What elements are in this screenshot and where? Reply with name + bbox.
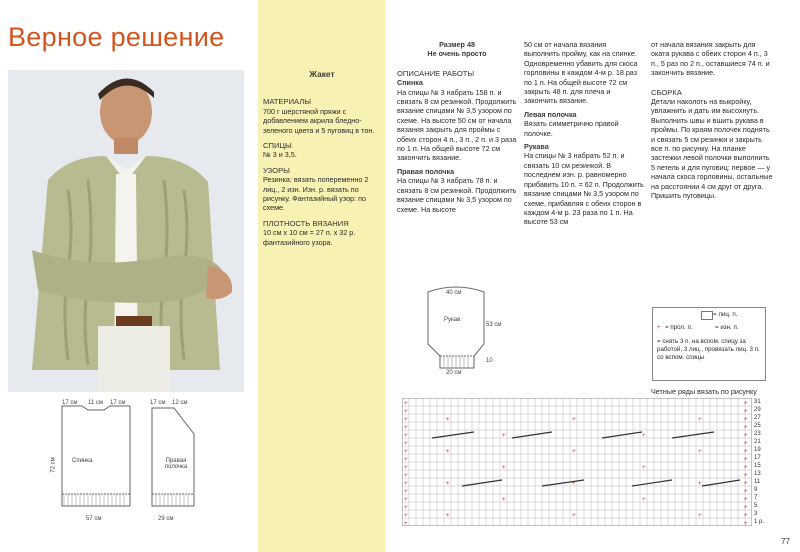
patterns-heading: УЗОРЫ — [263, 165, 290, 175]
row-number: 29 — [754, 407, 761, 413]
svg-text:+: + — [572, 481, 576, 487]
svg-text:+: + — [404, 441, 408, 447]
row-number: 7 — [754, 495, 758, 501]
back-width-dim: 57 см — [86, 516, 102, 522]
back-top-dim-1: 17 см — [62, 400, 78, 406]
materials-text: 700 г шерстяной пряжи с добавлением акрила бледно-зеленого цвета и 5 пуговиц в тон. — [263, 106, 375, 135]
svg-text:+: + — [446, 449, 450, 455]
row-number: 21 — [754, 439, 761, 445]
row-number: 17 — [754, 455, 761, 461]
legend-purl-1: = прол. п. — [665, 324, 693, 331]
knit-symbol — [701, 311, 713, 320]
svg-text:+: + — [642, 465, 646, 471]
sleeve-rib-dim: 10 — [486, 358, 493, 364]
row-number: 3 — [754, 511, 758, 517]
left-front-heading: Левая полочка — [524, 109, 577, 119]
svg-text:+: + — [502, 465, 506, 471]
row-number: 15 — [754, 463, 761, 469]
front-top-dim-2: 12 см — [172, 400, 188, 406]
sleeve-label: Рукав — [444, 317, 461, 323]
man-in-cardigan-illustration — [8, 70, 244, 392]
instructions-col-2 — [524, 40, 644, 227]
svg-text:+: + — [572, 513, 576, 519]
svg-text:+: + — [744, 489, 748, 495]
instructions-col-1 — [397, 40, 517, 214]
chart-caption: Четные ряды вязать по рисунку — [651, 387, 757, 396]
front-top-dim-1: 17 см — [150, 400, 166, 406]
back-top-dim-3: 17 см — [110, 400, 126, 406]
svg-text:+: + — [744, 425, 748, 431]
description-heading: ОПИСАНИЕ РАБОТЫ — [397, 68, 475, 78]
density-text: 10 см x 10 см = 27 п. x 32 р. фантазийного узора. — [263, 228, 356, 247]
svg-text:+: + — [446, 481, 450, 487]
back-height-dim: 72 см — [50, 457, 57, 473]
svg-text:+: + — [446, 513, 450, 519]
legend-knit: = лиц. п. — [713, 311, 738, 318]
svg-text:+: + — [404, 473, 408, 479]
row-number: 1 р. — [754, 519, 765, 525]
svg-text:+: + — [642, 433, 646, 439]
sleeve-side-dim: 53 см — [486, 322, 502, 328]
garment-heading: Жакет — [309, 69, 335, 79]
svg-text:+: + — [744, 513, 748, 519]
svg-text:+: + — [744, 481, 748, 487]
needles-heading: СПИЦЫ — [263, 141, 292, 151]
col3-text: от начала вязания закрыть для оката рукава с обеих сторон 4 п., 3 п., 5 раз по 2 п., оставшиеся 74 п. и закончить вязание. — [651, 40, 770, 78]
svg-text:+: + — [572, 417, 576, 423]
svg-text:+: + — [404, 489, 408, 495]
svg-text:+: + — [744, 457, 748, 463]
row-number: 25 — [754, 423, 761, 429]
svg-text:+: + — [404, 521, 408, 526]
svg-text:+: + — [502, 497, 506, 503]
back-heading: Спинка — [397, 78, 423, 88]
sleeve-bottom-dim: 20 см — [446, 370, 462, 376]
front-width-dim: 29 см — [158, 516, 174, 522]
svg-text:+: + — [698, 417, 702, 423]
sleeves-heading: Рукава — [524, 142, 549, 152]
row-number: 19 — [754, 447, 761, 453]
svg-text:+: + — [404, 513, 408, 519]
row-number: 9 — [754, 487, 758, 493]
svg-text:+: + — [744, 505, 748, 511]
symbol-legend — [652, 307, 766, 381]
svg-text:+: + — [404, 417, 408, 423]
model-photo — [8, 70, 244, 392]
patterns-text: Резинка: вязать попеременно 2 лиц., 2 изн. Изн. р. вязать по рисунку. Фантазийный узор: по схеме. — [263, 175, 369, 213]
row-number: 23 — [754, 431, 761, 437]
page-number: 77 — [781, 537, 790, 546]
svg-text:+: + — [744, 465, 748, 471]
svg-text:+: + — [698, 481, 702, 487]
back-text: На спицы № 3 набрать 158 п. и связать 8 см резинкой. Продолжить вязание спицами № 3,5 узором по схеме. На высоте 50 см от начала вязания закрыть для проймы с обеих сторон 4 п., 3 п., 2 п. и 3 раза по 1 п. На общей высоте 72 см закончить вязание. — [397, 87, 517, 163]
svg-text:+: + — [404, 425, 408, 431]
row-number: 27 — [754, 415, 761, 421]
back-label: Спинка — [72, 458, 93, 464]
svg-text:+: + — [404, 457, 408, 463]
materials-panel — [258, 0, 385, 552]
left-front-text: Вязать симметрично правой полочке. — [524, 119, 619, 138]
svg-text:+: + — [642, 497, 646, 503]
materials-heading: МАТЕРИАЛЫ — [263, 97, 311, 107]
row-number: 31 — [754, 399, 761, 405]
sleeves-text: На спицы № 3 набрать 52 п. и связать 10 см резинкой. В последнем изн. р. равномерно прибавить 10 п. = 62 п. Продолжить вязание спицами № 3,5 узором по схеме, прибавляя с обеих сторон в каждом 4-м р. 23 раза по 1 п. На высоте 53 см — [524, 151, 644, 227]
size-line: Размер 48 — [439, 40, 475, 49]
svg-text:+: + — [404, 433, 408, 439]
svg-text:+: + — [404, 505, 408, 511]
svg-text:+: + — [404, 449, 408, 455]
page-title: Верное решение — [8, 22, 225, 52]
right-front-text: На спицы № 3 набрать 78 п. и связать 8 см резинкой. Продолжить вязание спицами № 3,5 узором по схеме. На высоте — [397, 176, 517, 214]
svg-text:+: + — [744, 521, 748, 526]
svg-text:+: + — [572, 449, 576, 455]
density-heading: ПЛОТНОСТЬ ВЯЗАНИЯ — [263, 218, 349, 228]
svg-text:+: + — [698, 449, 702, 455]
svg-text:+: + — [744, 441, 748, 447]
svg-text:+: + — [698, 513, 702, 519]
sleeve-schematic — [418, 284, 494, 380]
svg-text:+: + — [744, 401, 748, 407]
difficulty-line: Не очень просто — [427, 49, 487, 59]
row-number: 11 — [754, 479, 761, 485]
svg-text:+: + — [404, 497, 408, 503]
instructions-col-3 — [651, 40, 773, 201]
svg-text:+: + — [404, 465, 408, 471]
assembly-heading: СБОРКА — [651, 87, 682, 97]
svg-text:+: + — [744, 449, 748, 455]
row-numbers — [754, 398, 772, 526]
legend-purl-2: = изн. п. — [715, 324, 739, 331]
row-number: 13 — [754, 471, 761, 477]
svg-text:+: + — [404, 401, 408, 407]
front-label: Правая полочка — [164, 458, 188, 470]
sleeve-top-dim: 40 см — [446, 290, 462, 296]
svg-text:+: + — [744, 473, 748, 479]
right-front-heading: Правая полочка — [397, 166, 455, 176]
svg-text:+: + — [744, 433, 748, 439]
col2-text: 50 см от начала вязания выполнить пройму, как на спинке. Одновременно убавить для скоса горловины в каждом 4-м р. 18 раз по 1 п. На общей высоте 72 см закрыть 48 п. для плеча и закончить вязание. — [524, 40, 638, 106]
needles-text: № 3 и 3,5. — [263, 150, 297, 160]
svg-text:+: + — [404, 409, 408, 415]
svg-text:+: + — [446, 417, 450, 423]
row-number: 5 — [754, 503, 758, 509]
assembly-text: Детали наколоть на выкройку, увлажнить и дать им высохнуть. Выполнить швы и вшить рукава в проймы. По краям полочек поднять и связать 5 см резинки и закрыть все п. по рисунку. На планке застежки левой полочки выполнить 5 петель и для пуговиц: первое — у начала скоса горловины, остальные на расстоянии 4 см друг от друга. Пришить пуговицы. — [651, 97, 773, 201]
back-top-dim-2: 11 см — [88, 400, 104, 406]
purl-symbol: + — [657, 324, 661, 331]
svg-text:+: + — [744, 417, 748, 423]
svg-text:+: + — [744, 497, 748, 503]
svg-text:+: + — [404, 481, 408, 487]
svg-text:+: + — [744, 409, 748, 415]
legend-cable: = снять 3 п. на вспом. спицу за работой, 3 лиц., провязать лиц. 3 п. со вспом. спицы — [657, 338, 760, 361]
knitting-chart — [402, 398, 752, 526]
svg-text:+: + — [502, 433, 506, 439]
